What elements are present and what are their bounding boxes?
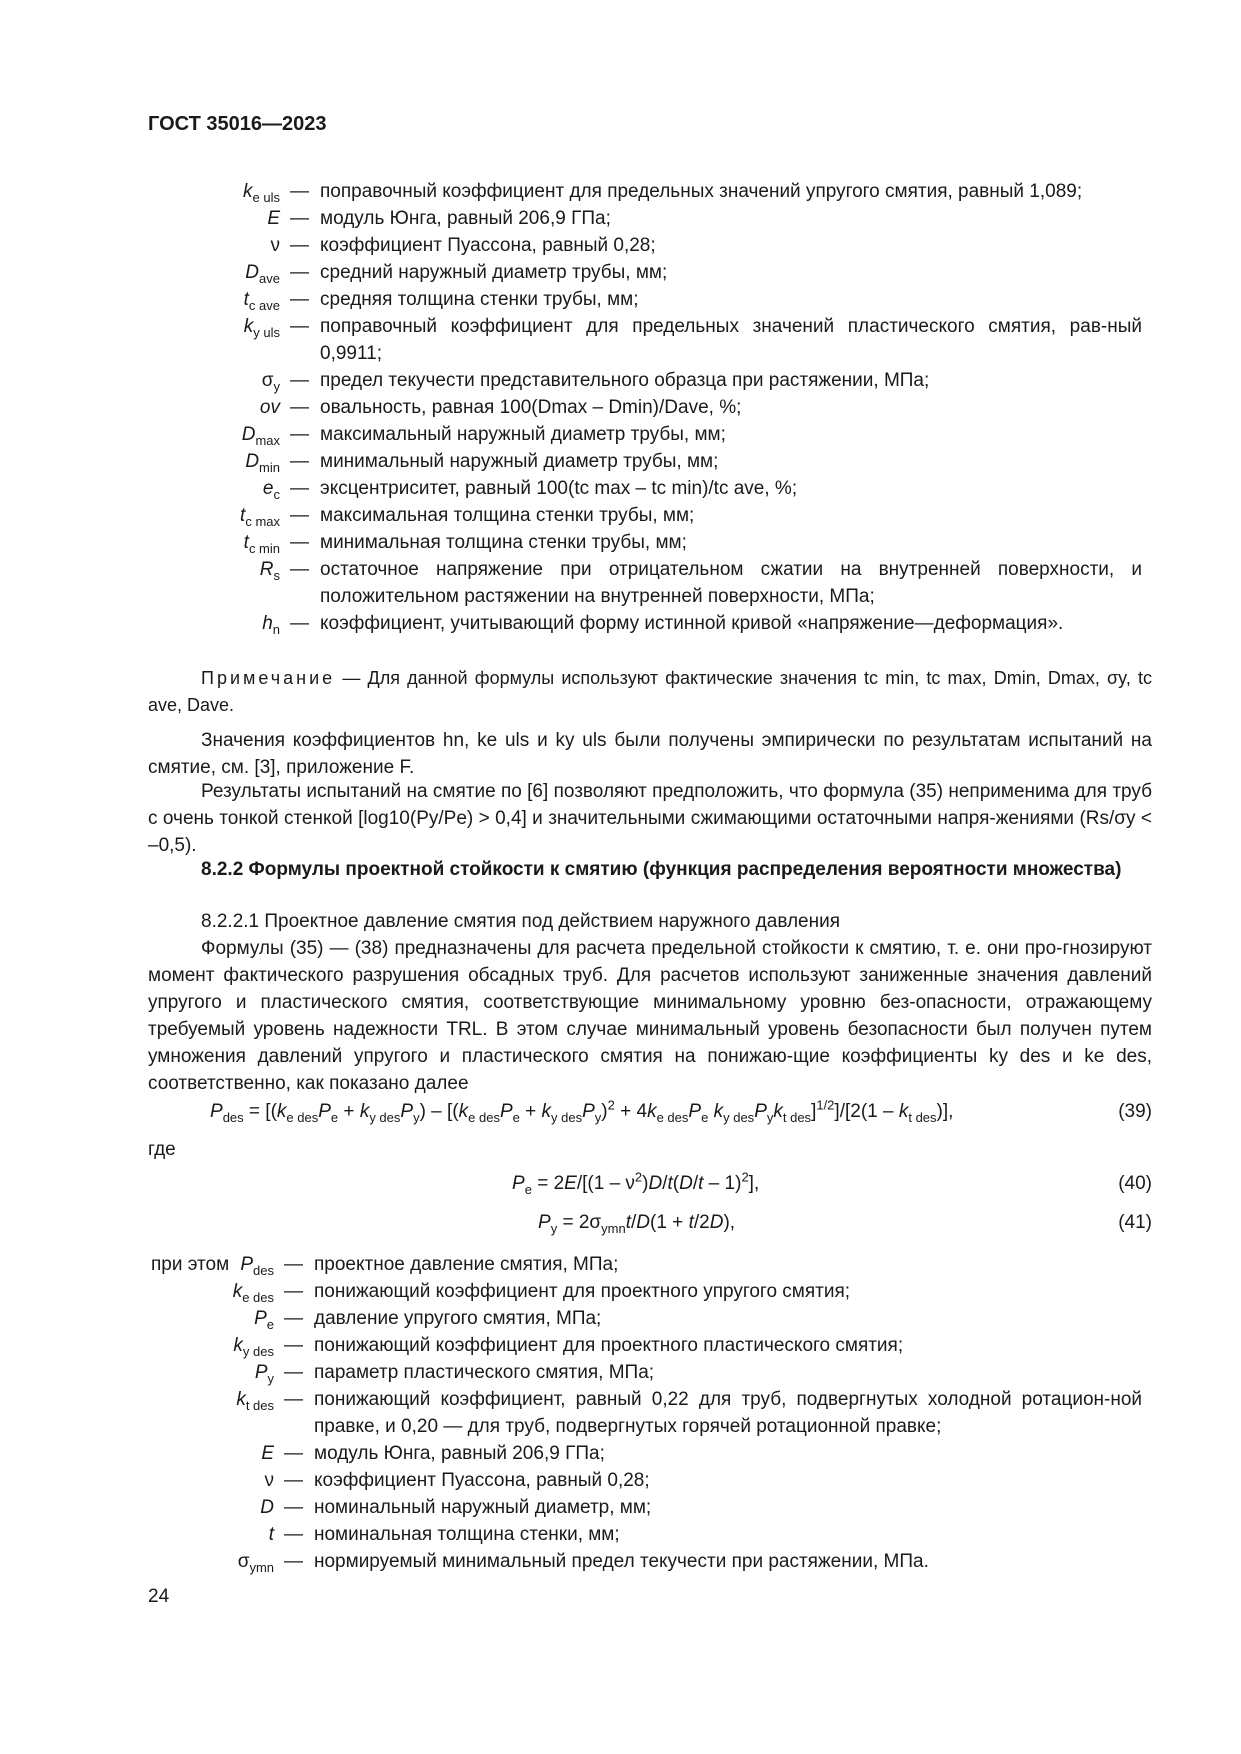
definition-row: $D_{ave}$ — средний наружный диаметр трубы, мм;: [245, 262, 668, 286]
definition-row: $t_{c min}$ — минимальная толщина стенки трубы, мм;: [243, 532, 687, 556]
where-label: где: [148, 1139, 176, 1160]
equation-41: $P_y = 2\sigma_{ymn}t/D(1 + t/2D)$,: [538, 1212, 736, 1236]
definition-row: ov — овальность, равная 100(Dmax – Dmin)/Dave, %;: [259, 397, 742, 418]
definition-row: E — модуль Юнга, равный 206,9 ГПа;: [267, 208, 611, 229]
equation-40: $P_e = 2E/[(1 - \nu^2)D/t(D/t - 1)^2]$,: [512, 1169, 760, 1197]
equation-number-39: (39): [1118, 1101, 1152, 1122]
definition-row: при этом $P_{des}$ — проектное давление смятия, МПа;: [151, 1254, 619, 1278]
definition-row: $k_{e uls}$ — поправочный коэффициент для предельных значений упругого смятия, равный 1,089;: [243, 181, 1083, 205]
note-text: — Для данной формулы используют фактические значения tc min, tc max, Dmin, Dmax, σy, tc ave, Dave.: [148, 668, 1152, 715]
definition-row: $k_{e des}$ — понижающий коэффициент для проектного упругого смятия;: [232, 1281, 851, 1305]
definition-row: $\sigma_{ymn}$ — нормируемый минимальный предел текучести при растяжении, МПа.: [237, 1551, 929, 1575]
definitions-list-2: [0, 1251, 1241, 1575]
definition-row: $D_{min}$ — минимальный наружный диаметр трубы, мм;: [245, 451, 719, 475]
paragraph-coefficients: Значения коэффициентов hn, ke uls и ky uls были получены эмпирически по результатам испытаний на смятие, см. [3], приложение F.: [148, 730, 1152, 778]
definition-row: t — номинальная толщина стенки, мм;: [268, 1524, 620, 1545]
definition-row: ν — коэффициент Пуассона, равный 0,28;: [270, 235, 656, 256]
definition-row: $t_{c ave}$ — средняя толщина стенки трубы, мм;: [243, 289, 639, 313]
definition-row: $h_n$ — коэффициент, учитывающий форму истинной кривой «напряжение—деформация».: [262, 613, 1064, 637]
definition-row: $R_s$ — остаточное напряжение при отрицательном сжатии на внутренней поверхности, и положительном растяжении на внутренней поверхности, МПа;: [259, 559, 1142, 607]
section-heading: 8.2.2 Формулы проектной стойкости к смятию (функция распределения вероятности множества): [201, 859, 1122, 880]
page-number: 24: [148, 1586, 170, 1607]
definition-row: $t_{c max}$ — максимальная толщина стенки трубы, мм;: [240, 505, 695, 529]
definition-row: $P_e$ — давление упругого смятия, МПа;: [254, 1308, 602, 1332]
subsection-heading: 8.2.2.1 Проектное давление смятия под действием наружного давления: [201, 911, 841, 932]
note-label: Примечание: [201, 668, 336, 688]
note-paragraph: [148, 665, 1152, 719]
definition-row: D — номинальный наружный диаметр, мм;: [260, 1497, 652, 1518]
paragraph-formulas: Формулы (35) — (38) предназначены для расчета предельной стойкости к смятию, т. е. они про-гнозируют момент фактического разрушения обсадных труб. Для расчетов используют заниженные значения давлений упругого и пластического смятия, соответствующие минимальному уровню без-опасности, отражающему требуемый уровень надежности TRL. В этом случае минимальный уровень безопасности был получен путем умножения давлений упругого и пластического смятия на понижаю-щие коэффициенты ky des и ke des, соответственно, как показано далее: [148, 938, 1152, 1094]
equation-number-41: (41): [1118, 1212, 1152, 1233]
paragraph-results: Результаты испытаний на смятие по [6] позволяют предположить, что формула (35) неприменима для труб с очень тонкой стенкой [log10(Py/Pe) > 0,4] и значительными сжимающими остаточными напря-жениями (Rs/σy < –0,5).: [148, 781, 1152, 856]
definition-row: $\sigma_y$ — предел текучести представительного образца при растяжении, МПа;: [261, 370, 930, 394]
definition-row: E — модуль Юнга, равный 206,9 ГПа;: [261, 1443, 605, 1464]
definition-row: $k_{y des}$ — понижающий коэффициент для проектного пластического смятия;: [233, 1335, 904, 1359]
definition-row: $e_c$ — эксцентриситет, равный 100(tc max – tc min)/tc ave, %;: [262, 478, 798, 502]
equation-number-40: (40): [1118, 1173, 1152, 1194]
definition-row: $k_{y uls}$ — поправочный коэффициент для предельных значений пластического смятия, рав-ный 0,9911;: [243, 316, 1142, 364]
standard-header: ГОСТ 35016—2023: [148, 113, 327, 135]
equation-39: $P_{des} = [(k_{e des}P_e + k_{y des}P_y) - [(k_{e des}P_e + k_{y des}P_y)^2 + 4k_{e des}P_e$ $k_{y des}P_yk_{t des}]^{1/2}]/[2(1 - k_{t des})]$,: [210, 1097, 954, 1125]
definition-row: $k_{t des}$ — понижающий коэффициент, равный 0,22 для труб, подвергнутых холодной ротацион-ной правке, и 0,20 — для труб, подвергнутых горячей ротационной правке;: [236, 1389, 1142, 1437]
definitions-list-1: [0, 178, 1241, 637]
definition-row: $P_y$ — параметр пластического смятия, МПа;: [254, 1362, 655, 1386]
definition-row: $D_{max}$ — максимальный наружный диаметр трубы, мм;: [241, 424, 726, 448]
definition-row: ν — коэффициент Пуассона, равный 0,28;: [264, 1470, 650, 1491]
